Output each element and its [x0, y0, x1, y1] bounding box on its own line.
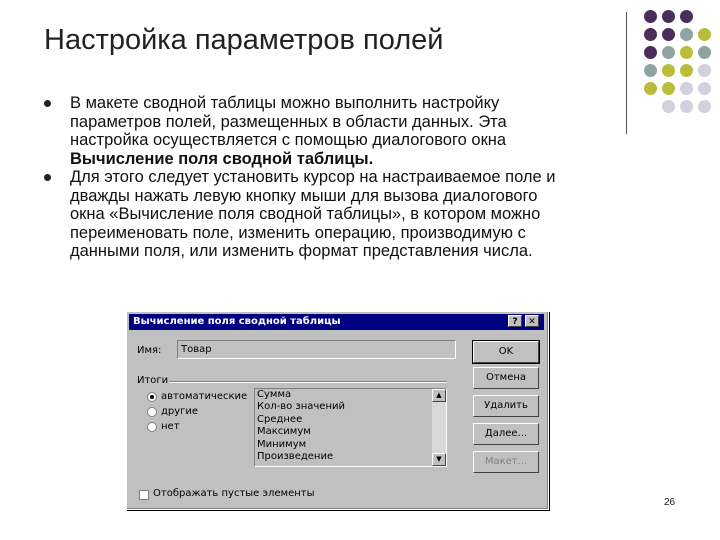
- show-empty-checkbox[interactable]: [139, 490, 149, 500]
- more-button[interactable]: Далее...: [473, 423, 539, 445]
- decor-dot: [680, 10, 693, 23]
- scroll-up-icon[interactable]: ▲: [432, 389, 446, 402]
- list-item[interactable]: Произведение: [257, 451, 334, 463]
- decor-dot: [680, 28, 693, 41]
- bullet-line: окна «Вычисление поля сводной таблицы», в котором можно: [70, 205, 541, 223]
- ok-button[interactable]: OK: [473, 341, 539, 363]
- function-listbox[interactable]: [254, 388, 447, 467]
- list-item[interactable]: Максимум: [257, 426, 311, 438]
- decor-dot: [662, 46, 675, 59]
- dialog-title: Вычисление поля сводной таблицы: [133, 316, 341, 327]
- decor-dot: [680, 64, 693, 77]
- bullet-line: В макете сводной таблицы можно выполнить настройку: [70, 94, 500, 112]
- bullet-line: данными поля, или изменить формат представления числа.: [70, 242, 533, 260]
- decor-dot: [644, 46, 657, 59]
- list-item[interactable]: Кол-во значений: [257, 401, 345, 413]
- slide-title: Настройка параметров полей: [44, 24, 444, 56]
- radio-custom[interactable]: [147, 407, 157, 417]
- decor-dot: [680, 46, 693, 59]
- bullet-dot-icon: [44, 174, 51, 181]
- bullet-line: дважды нажать левую кнопку мыши для вызова диалогового: [70, 186, 538, 205]
- bullet-bold-line: Вычисление поля сводной таблицы.: [70, 149, 374, 168]
- delete-button[interactable]: Удалить: [473, 395, 539, 417]
- bullet-dot-icon: [44, 100, 51, 107]
- page-number: 26: [664, 497, 676, 508]
- close-button[interactable]: ✕: [525, 315, 539, 327]
- decor-dot: [644, 10, 657, 23]
- name-input[interactable]: Товар: [177, 340, 456, 359]
- decor-dot: [662, 64, 675, 77]
- decor-dot: [662, 28, 675, 41]
- cancel-button[interactable]: Отмена: [473, 367, 539, 389]
- listbox-scrollbar[interactable]: [432, 389, 446, 466]
- decor-dot: [698, 82, 711, 95]
- bullet-line: Для этого следует установить курсор на настраиваемое поле и: [70, 168, 556, 186]
- decor-dot: [644, 28, 657, 41]
- list-item[interactable]: Минимум: [257, 438, 307, 450]
- checkbox-label: Отображать пустые элементы: [153, 488, 315, 499]
- scroll-down-icon[interactable]: ▼: [432, 453, 446, 466]
- bullet-list: [44, 94, 684, 261]
- list-item[interactable]: Сумма: [257, 389, 292, 400]
- radio-automatic[interactable]: [147, 392, 157, 402]
- decor-dot: [698, 28, 711, 41]
- bullet-item: [44, 168, 684, 261]
- decor-dot: [644, 64, 657, 77]
- totals-label: Итоги: [137, 375, 169, 386]
- radio-label: нет: [161, 421, 180, 432]
- layout-button: Макет...: [473, 451, 539, 473]
- decor-dot: [698, 46, 711, 59]
- pivot-field-dialog: [126, 311, 549, 510]
- decor-dot: [698, 100, 711, 113]
- bullet-item: [44, 94, 684, 168]
- radio-label: другие: [161, 406, 199, 417]
- decor-dot: [698, 64, 711, 77]
- help-button[interactable]: ?: [508, 315, 522, 327]
- list-item[interactable]: Среднее: [257, 413, 303, 425]
- radio-label: автоматические: [161, 391, 248, 402]
- dialog-titlebar: [129, 314, 544, 330]
- decor-dot: [662, 10, 675, 23]
- name-label: Имя:: [137, 345, 162, 356]
- bullet-line: настройка осуществляется с помощью диалогового окна: [70, 131, 507, 149]
- bullet-line: параметров полей, размещенных в области данных. Эта: [70, 112, 507, 131]
- radio-none[interactable]: [147, 422, 157, 432]
- totals-divider: [169, 381, 447, 383]
- bullet-line: переименовать поле, изменить операцию, производимую с: [70, 223, 526, 242]
